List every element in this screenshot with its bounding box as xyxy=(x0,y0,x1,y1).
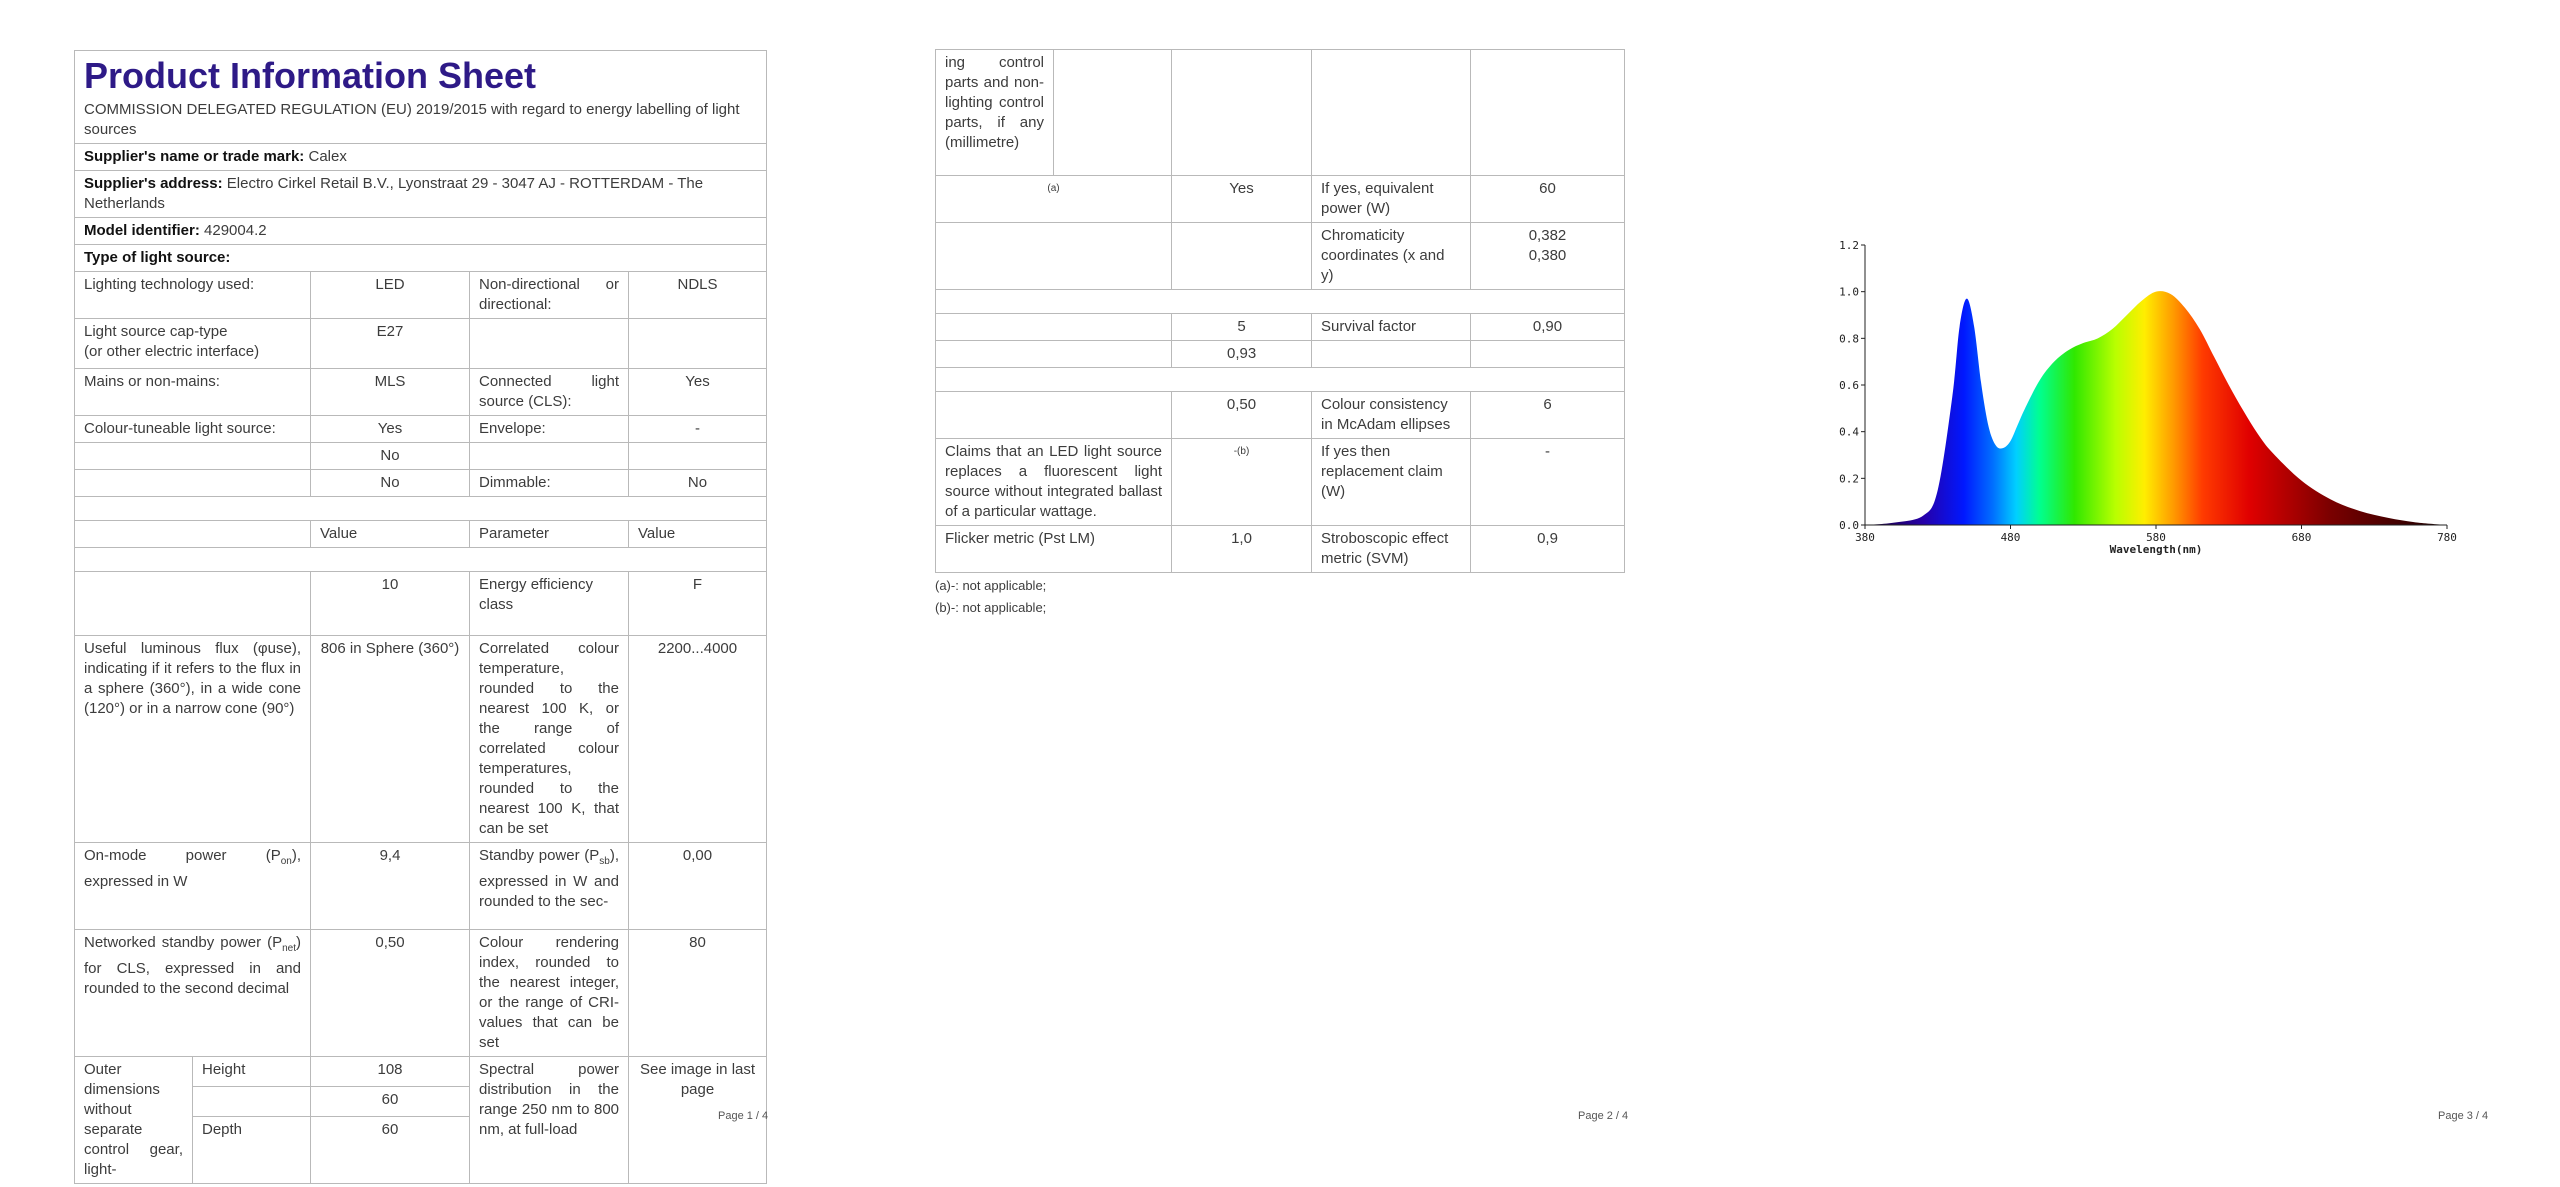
cri-value: 80 xyxy=(629,930,767,1057)
empty-cell xyxy=(629,443,767,470)
depth-label: Depth xyxy=(193,1117,311,1184)
net-label xyxy=(75,930,311,1057)
empty-cell xyxy=(75,443,311,470)
blank-row-value: No xyxy=(311,470,470,497)
footnote-a: (a)-: not applicable; xyxy=(935,578,1047,593)
onmode-sub: on xyxy=(280,856,292,867)
y-tick-label: 0.0 xyxy=(1839,519,1859,532)
depth-value: 60 xyxy=(311,1117,470,1184)
x-tick-label: 780 xyxy=(2437,531,2457,544)
product-info-table xyxy=(74,50,767,1184)
flicker-value: 1,0 xyxy=(1172,526,1312,573)
supplier-address: Electro Cirkel Retail B.V., Lyonstraat 29 - 3047 AJ - ROTTERDAM - The Netherlands xyxy=(84,175,704,212)
extra-value: 0,93 xyxy=(1172,341,1312,368)
cap-label-line2: (or other electric interface) xyxy=(84,343,260,360)
footnote-b: (b)-: not applicable; xyxy=(935,600,1047,615)
height-label: Height xyxy=(193,1057,311,1087)
chromaticity-label: Chromaticity coordinates (x and y) xyxy=(1312,223,1471,290)
y-tick-label: 0.8 xyxy=(1839,332,1859,346)
model-identifier: 429004.2 xyxy=(204,222,267,239)
cap-label xyxy=(75,319,311,369)
survival-value: 0,90 xyxy=(1471,314,1625,341)
net-label-a: Networked standby power (P xyxy=(84,934,283,951)
equivalent-label: If yes, equivalent power (W) xyxy=(1312,176,1471,223)
flux-label: Useful luminous flux (φuse), indicating if it refers to the flux in a sphere (360°), in a wide cone (120°) or in a narrow cone (90°) xyxy=(75,636,311,843)
plot-area xyxy=(1865,291,2447,525)
header-value-2: Value xyxy=(629,521,767,548)
spectral-power-chart xyxy=(1820,230,2500,570)
empty-cell xyxy=(1471,50,1625,176)
page-number: Page 3 / 4 xyxy=(2438,1110,2489,1122)
empty-cell xyxy=(936,392,1172,439)
empty-cell xyxy=(75,572,311,636)
consistency-value: 6 xyxy=(1471,392,1625,439)
spectrum-area xyxy=(1865,291,2447,525)
net-value: 0,50 xyxy=(311,930,470,1057)
directional-value: NDLS xyxy=(629,272,767,319)
connected-value: Yes xyxy=(629,369,767,416)
empty-cell xyxy=(629,319,767,369)
standby-label xyxy=(470,843,629,930)
claims-label: Claims that an LED light source replaces a fluorescent light source without integrated ballast of a particular wattage. xyxy=(936,439,1172,526)
spacer-row xyxy=(936,290,1625,314)
empty-cell xyxy=(936,314,1172,341)
onmode-value: 9,4 xyxy=(311,843,470,930)
flux-value: 806 in Sphere (360°) xyxy=(311,636,470,843)
cap-label-line1: Light source cap-type xyxy=(84,323,228,340)
chromaticity-x: 0,382 xyxy=(1528,227,1567,244)
equivalent-left-value: Yes xyxy=(1172,176,1312,223)
page-number: Page 2 / 4 xyxy=(1578,1110,1629,1122)
type-label: Type of light source: xyxy=(84,249,231,266)
envelope-label: Envelope: xyxy=(470,416,629,443)
x-tick-label: 580 xyxy=(2146,531,2166,544)
page-3 xyxy=(1740,0,2560,1187)
footnote-mark-a xyxy=(936,176,1172,223)
x-tick-label: 480 xyxy=(2000,531,2021,544)
chromaticity-value xyxy=(1471,223,1625,290)
supplier-address-row xyxy=(75,171,767,218)
onmode-label xyxy=(75,843,311,930)
mains-label: Mains or non-mains: xyxy=(75,369,311,416)
empty-cell xyxy=(1172,223,1312,290)
net-label-b: ) for CLS, expressed in and rounded to the second decimal xyxy=(84,934,301,997)
claims-value-text: -(b) xyxy=(1233,446,1250,457)
lighting-tech-value: LED xyxy=(311,272,470,319)
consistency-left-value: 0,50 xyxy=(1172,392,1312,439)
outer-dimensions-label: Outer dimensions without separate control gear, light- xyxy=(75,1057,193,1184)
mains-value: MLS xyxy=(311,369,470,416)
page-2-content xyxy=(935,50,1625,615)
x-tick-label: 680 xyxy=(2291,531,2312,544)
standby-label-b: ), expressed in W and rounded to the sec- xyxy=(479,847,619,910)
spd-label: Spectral power distribution in the range 250 nm to 800 nm, at full-load xyxy=(470,1057,629,1184)
standby-label-a: Standby power (P xyxy=(479,847,600,864)
y-tick-label: 0.2 xyxy=(1839,472,1859,486)
cri-label: Colour rendering index, rounded to the nearest integer, or the range of CRI-values that can be set xyxy=(470,930,629,1057)
connected-label: Connected light source (CLS): xyxy=(470,369,629,416)
cct-value: 2200...4000 xyxy=(629,636,767,843)
continued-dimension-label: ing control parts and non-lighting control parts, if any (millimetre) xyxy=(936,50,1054,176)
energy-class-value: F xyxy=(629,572,767,636)
onmode-label-a: On-mode power (P xyxy=(84,847,281,864)
y-tick-label: 1.0 xyxy=(1839,285,1859,299)
cct-label: Correlated colour temperature, rounded to the nearest 100 K, or the range of correlated colour temperatures, rounded to the nearest 100 K, that can be set xyxy=(470,636,629,843)
blank-row-value: No xyxy=(311,443,470,470)
lighting-tech-label: Lighting technology used: xyxy=(75,272,311,319)
x-tick-label: 380 xyxy=(1855,531,1875,544)
net-sub: net xyxy=(282,943,296,954)
onmode-label-b: ), expressed in W xyxy=(84,847,301,890)
spacer-row xyxy=(936,368,1625,392)
replacement-value: - xyxy=(1471,439,1625,526)
page-1 xyxy=(0,0,820,1187)
height-value: 108 xyxy=(311,1057,470,1087)
header-value: Value xyxy=(311,521,470,548)
energy-left-value: 10 xyxy=(311,572,470,636)
empty-cell xyxy=(1471,341,1625,368)
stroboscopic-value: 0,9 xyxy=(1471,526,1625,573)
page-number: Page 1 / 4 xyxy=(718,1110,769,1122)
supplier-name-label: Supplier's name or trade mark: xyxy=(84,148,305,165)
stroboscopic-label: Stroboscopic effect metric (SVM) xyxy=(1312,526,1471,573)
flicker-label: Flicker metric (Pst LM) xyxy=(936,526,1172,573)
cap-value: E27 xyxy=(311,319,470,369)
regulation-text: COMMISSION DELEGATED REGULATION (EU) 2019/2015 with regard to energy labelling of light sources xyxy=(75,98,767,144)
header-parameter: Parameter xyxy=(470,521,629,548)
model-row xyxy=(75,218,767,245)
empty-cell xyxy=(1312,50,1471,176)
empty-cell xyxy=(1172,50,1312,176)
supplier-address-label: Supplier's address: xyxy=(84,175,223,192)
width-value: 60 xyxy=(311,1087,470,1117)
directional-label: Non-directional or directional: xyxy=(470,272,629,319)
dimmable-label: Dimmable: xyxy=(470,470,629,497)
survival-left-value: 5 xyxy=(1172,314,1312,341)
empty-cell xyxy=(936,223,1172,290)
empty-cell xyxy=(75,470,311,497)
y-tick-label: 1.2 xyxy=(1839,239,1859,252)
replacement-label: If yes then replacement claim (W) xyxy=(1312,439,1471,526)
survival-label: Survival factor xyxy=(1312,314,1471,341)
standby-sub: sb xyxy=(599,856,610,867)
y-tick-label: 0.6 xyxy=(1839,379,1859,392)
equivalent-value: 60 xyxy=(1471,176,1625,223)
chromaticity-y: 0,380 xyxy=(1528,247,1567,264)
consistency-label: Colour consistency in McAdam ellipses xyxy=(1312,392,1471,439)
envelope-value: - xyxy=(629,416,767,443)
colour-tune-label: Colour-tuneable light source: xyxy=(75,416,311,443)
supplier-name: Calex xyxy=(308,148,347,165)
x-axis-title: Wavelength(nm) xyxy=(2109,543,2203,556)
spacer-row xyxy=(75,497,767,521)
colour-tune-value: Yes xyxy=(311,416,470,443)
supplier-name-row xyxy=(75,144,767,171)
empty-cell xyxy=(936,341,1172,368)
footnote-mark-a-text: (a) xyxy=(1047,183,1060,194)
y-tick-label: 0.4 xyxy=(1839,425,1859,439)
model-label: Model identifier: xyxy=(84,222,200,239)
standby-value: 0,00 xyxy=(629,843,767,930)
empty-cell xyxy=(1054,50,1172,176)
page-title: Product Information Sheet xyxy=(75,51,767,99)
empty-cell xyxy=(470,443,629,470)
empty-cell xyxy=(75,521,311,548)
claims-value xyxy=(1172,439,1312,526)
energy-class-label: Energy efficiency class xyxy=(470,572,629,636)
spd-value: See image in last page xyxy=(629,1057,767,1184)
type-header xyxy=(75,245,767,272)
empty-cell xyxy=(1312,341,1471,368)
empty-cell xyxy=(470,319,629,369)
dimmable-value: No xyxy=(629,470,767,497)
product-info-table-continued xyxy=(935,49,1625,573)
spacer-row xyxy=(75,548,767,572)
page-2 xyxy=(860,0,1740,1187)
empty-cell xyxy=(193,1087,311,1117)
